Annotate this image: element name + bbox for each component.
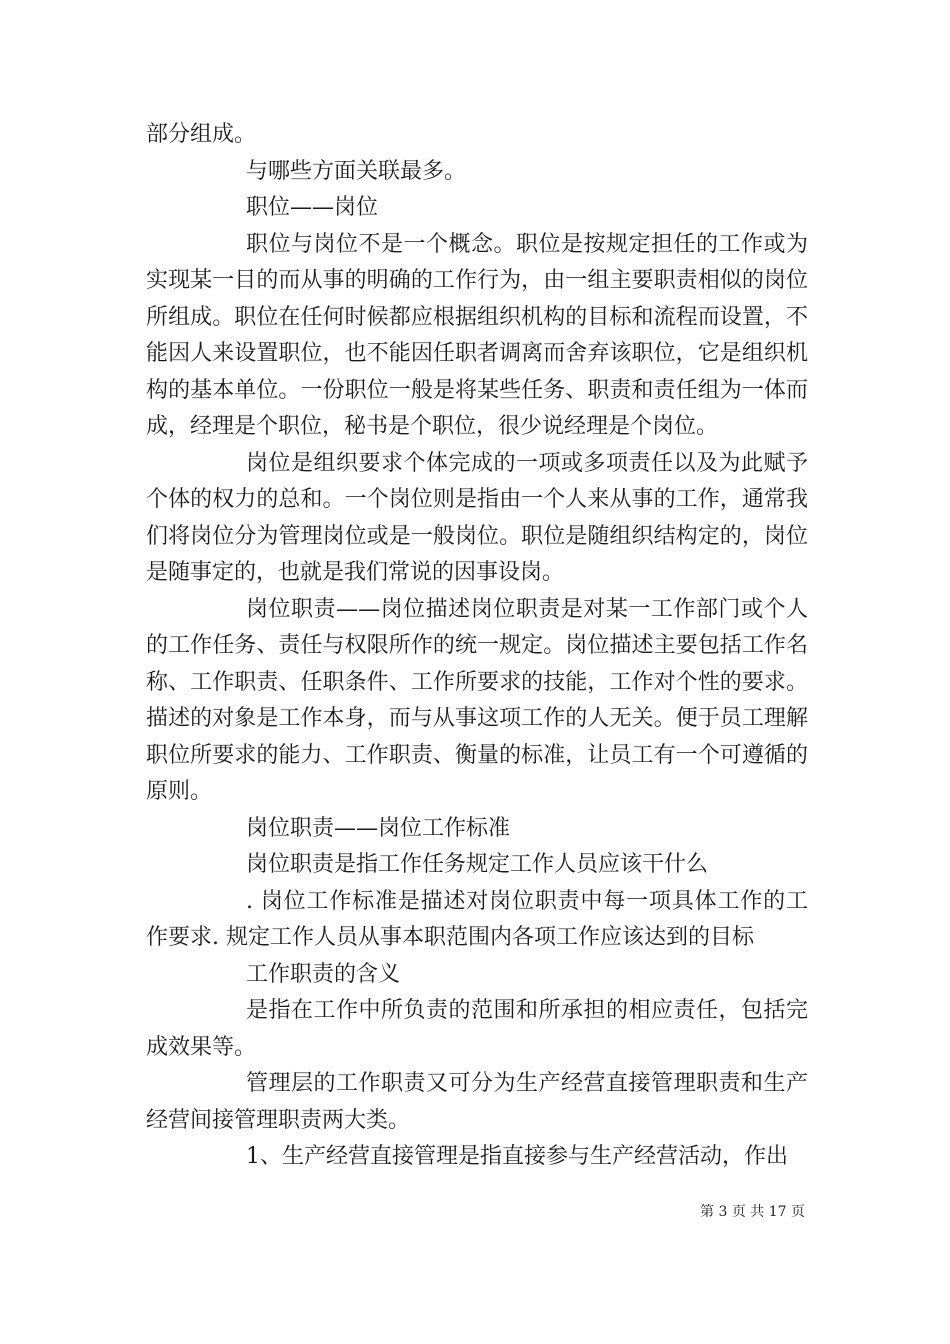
paragraph-post-standard: . 岗位工作标准是描述对岗位职责中每一项具体工作的工作要求. 规定工作人员从事本职范围内各项工作应该达到的目标 bbox=[146, 888, 808, 950]
paragraph-1: 部分组成。 bbox=[146, 122, 257, 147]
paragraph-post-description: 岗位职责——岗位描述岗位职责是对某一工作部门或个人的工作任务、责任与权限所作的统一规定。岗位描述主要包括工作名称、工作职责、任职条件、工作所要求的技能，工作对个性的要求。描述的对象是工作本身，而与从事这项工作的人无关。便于员工理解职位所要求的能力、工作职责、衡量的标准，让员工有一个可遵循的原则。 bbox=[146, 596, 808, 804]
section-heading-post-standard: 岗位职责——岗位工作标准 bbox=[246, 815, 511, 841]
paragraph-post-definition: 岗位是组织要求个体完成的一项或多项责任以及为此赋予个体的权力的总和。一个岗位则是指由一个人来从事的工作，通常我们将岗位分为管理岗位或是一般岗位。职位是随组织结构定的，岗位是随事定的，也就是我们常说的因事设岗。 bbox=[146, 450, 808, 585]
paragraph-management-duty: 管理层的工作职责又可分为生产经营直接管理职责和生产经营间接管理职责两大类。 bbox=[146, 1071, 808, 1133]
paragraph-direct-management: 1、生产经营直接管理是指直接参与生产经营活动，作出 bbox=[246, 1144, 788, 1169]
paragraph-2: 与哪些方面关联最多。 bbox=[246, 158, 467, 184]
paragraph-position-definition: 职位与岗位不是一个概念。职位是按规定担任的工作或为实现某一目的而从事的明确的工作行为，由一组主要职责相似的岗位所组成。职位在任何时候都应根据组织机构的目标和流程而设置，不能因人来设置职位，也不能因任职者调离而舍弃该职位，它是组织机构的基本单位。一份职位一般是将某些任务、职责和责任组为一体而成，经理是个职位，秘书是个职位，很少说经理是个岗位。 bbox=[146, 231, 808, 439]
section-heading-position: 职位——岗位 bbox=[246, 195, 379, 220]
paragraph-job-duty-meaning: 是指在工作中所负责的范围和所承担的相应责任，包括完成效果等。 bbox=[146, 998, 808, 1060]
document-body bbox=[146, 117, 808, 1176]
page-number: 第 3 页 共 17 页 bbox=[700, 1204, 805, 1220]
section-heading-job-duty: 工作职责的含义 bbox=[246, 961, 401, 987]
paragraph-post-duty: 岗位职责是指工作任务规定工作人员应该干什么 bbox=[246, 852, 709, 877]
